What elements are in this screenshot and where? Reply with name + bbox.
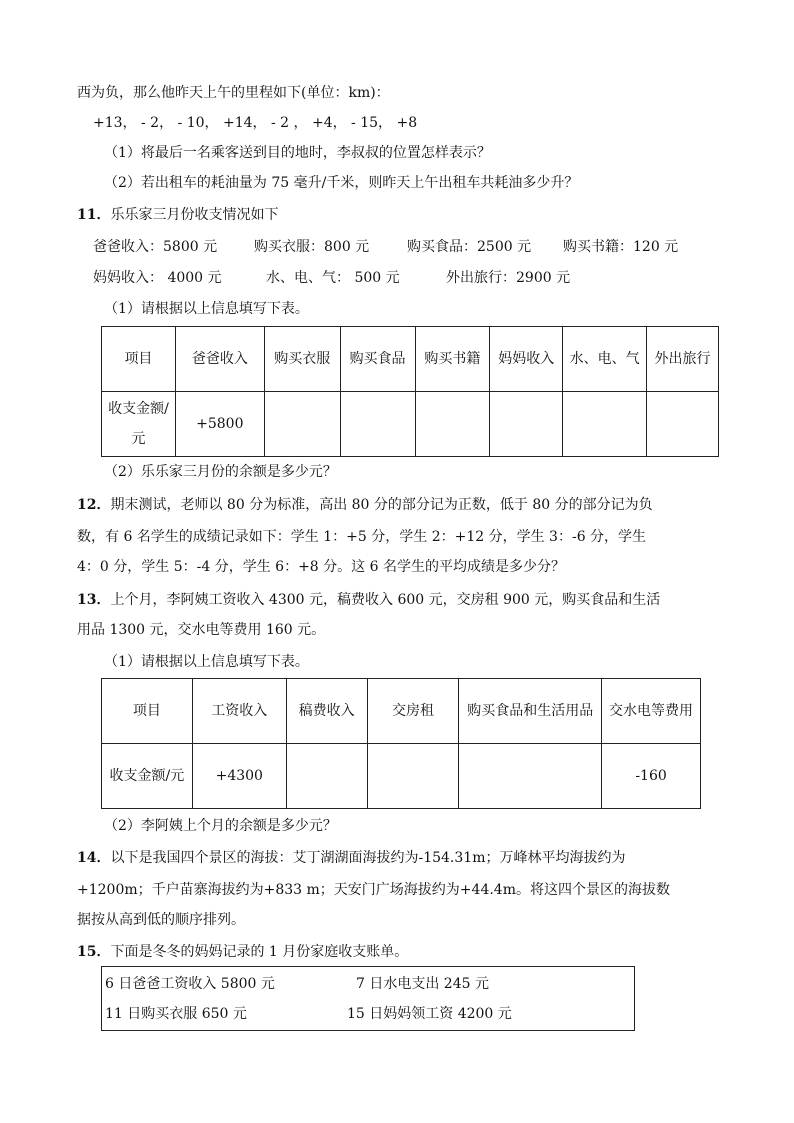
- q11-title: 乐乐家三月份收支情况如下: [110, 207, 279, 223]
- q14-number: 14．: [77, 850, 111, 866]
- q11-item-books: 购买书籍：120 元: [563, 239, 679, 255]
- q15-entry-utilities: 7 日水电支出 245 元: [356, 976, 489, 992]
- q14-line2: +1200m；千户苗寨海拔约为+833 m；天安门广场海拔约为+44.4m。将这四个景区的海拔数: [77, 882, 670, 898]
- q14-line1: [77, 848, 625, 868]
- q13-table-header-row: [102, 679, 701, 744]
- q11-header-books: 购买书籍: [415, 327, 490, 392]
- q11-cell-utilities[interactable]: [563, 392, 647, 457]
- q13-header-royalty: 稿费收入: [286, 679, 367, 744]
- q13-line2: 用品 1300 元，交水电等费用 160 元。: [77, 622, 326, 638]
- q13-cell-groceries[interactable]: [459, 744, 602, 809]
- q11-table-header-row: [102, 327, 719, 392]
- q11-sub2: （2）乐乐家三月份的余额是多少元？: [104, 464, 337, 480]
- q11-header-mom-income: 妈妈收入: [490, 327, 563, 392]
- q11-item-mom-income: 妈妈收入： 4000 元: [93, 270, 222, 286]
- q13-header-salary: 工资收入: [192, 679, 286, 744]
- q10-intro-tail: 西为负，那么他昨天上午的里程如下(单位：km)：: [77, 85, 390, 101]
- q11-item-travel: 外出旅行：2900 元: [446, 270, 571, 286]
- q13-cell-rent[interactable]: [367, 744, 459, 809]
- q12-line3: 4：0 分，学生 5：-4 分，学生 6：+8 分。这 6 名学生的平均成绩是多少分？: [77, 559, 565, 575]
- q11-row-label: 收支金额/元: [102, 392, 176, 457]
- q11-table-value-row: [102, 392, 719, 457]
- q13-header-item: 项目: [102, 679, 193, 744]
- q13-cell-utilities: -160: [602, 744, 701, 809]
- q11-cell-mom-income[interactable]: [490, 392, 563, 457]
- q11-sub1: （1）请根据以上信息填写下表。: [104, 301, 309, 317]
- q13-header-rent: 交房租: [367, 679, 459, 744]
- q12-text1: 期末测试，老师以 80 分为标准，高出 80 分的部分记为正数，低于 80 分的部分记为负: [110, 497, 653, 513]
- q11-cell-clothes[interactable]: [264, 392, 340, 457]
- q12-line2: 数，有 6 名学生的成绩记录如下：学生 1：+5 分，学生 2：+12 分，学生 3：-6 分，学生: [77, 529, 647, 545]
- q10-mileage: +13， - 2， - 10， +14， - 2 ， +4， - 15， +8: [93, 115, 418, 131]
- q15-number: 15．: [77, 944, 111, 960]
- q15-heading: [77, 942, 408, 962]
- q14-line3: 据按从高到低的顺序排列。: [77, 912, 245, 928]
- q11-header-clothes: 购买衣服: [264, 327, 340, 392]
- q11-cell-books[interactable]: [415, 392, 490, 457]
- q13-cell-salary: +4300: [192, 744, 286, 809]
- q11-header-item: 项目: [102, 327, 176, 392]
- q12-line1: [77, 495, 653, 515]
- q11-header-dad-income: 爸爸收入: [175, 327, 264, 392]
- q11-heading: [77, 205, 278, 225]
- q11-cell-food[interactable]: [340, 392, 415, 457]
- q15-entry-clothes: 11 日购买衣服 650 元: [105, 1006, 247, 1022]
- q15-entry-dad-salary: 6 日爸爸工资收入 5800 元: [105, 976, 275, 992]
- q15-ledger-box: [101, 966, 635, 1031]
- q14-text1: 以下是我国四个景区的海拔：艾丁湖湖面海拔约为-154.31m；万峰林平均海拔约为: [110, 850, 626, 866]
- q13-sub1: （1）请根据以上信息填写下表。: [104, 654, 309, 670]
- q11-cell-dad-income: +5800: [175, 392, 264, 457]
- q13-sub2: （2）李阿姨上个月的余额是多少元？: [104, 818, 337, 834]
- q11-item-food: 购买食品：2500 元: [407, 239, 532, 255]
- q15-entry-mom-salary: 15 日妈妈领工资 4200 元: [347, 1006, 512, 1022]
- q11-header-utilities: 水、电、气: [563, 327, 647, 392]
- q11-item-clothes: 购买衣服：800 元: [254, 239, 370, 255]
- q11-header-travel: 外出旅行: [647, 327, 719, 392]
- q11-cell-travel[interactable]: [647, 392, 719, 457]
- q10-sub1: （1）将最后一名乘客送到目的地时，李叔叔的位置怎样表示？: [104, 145, 491, 161]
- q13-cell-royalty[interactable]: [286, 744, 367, 809]
- q12-number: 12．: [77, 497, 111, 513]
- q13-table: [101, 678, 701, 809]
- q11-table: [101, 326, 719, 457]
- q11-number: 11．: [77, 207, 111, 223]
- q13-line1: [77, 590, 660, 610]
- q13-number: 13．: [77, 592, 111, 608]
- q13-text1: 上个月，李阿姨工资收入 4300 元，稿费收入 600 元，交房租 900 元，购买食品和生活: [110, 592, 661, 608]
- q11-item-utilities: 水、电、气： 500 元: [266, 270, 400, 286]
- q10-sub2: （2）若出租车的耗油量为 75 毫升/千米，则昨天上午出租车共耗油多少升？: [104, 175, 579, 191]
- q11-item-dad-income: 爸爸收入：5800 元: [93, 239, 218, 255]
- q13-header-utilities: 交水电等费用: [602, 679, 701, 744]
- q13-header-groceries: 购买食品和生活用品: [459, 679, 602, 744]
- q13-row-label: 收支金额/元: [102, 744, 193, 809]
- q13-table-value-row: [102, 744, 701, 809]
- q11-header-food: 购买食品: [340, 327, 415, 392]
- q15-title: 下面是冬冬的妈妈记录的 1 月份家庭收支账单。: [110, 944, 409, 960]
